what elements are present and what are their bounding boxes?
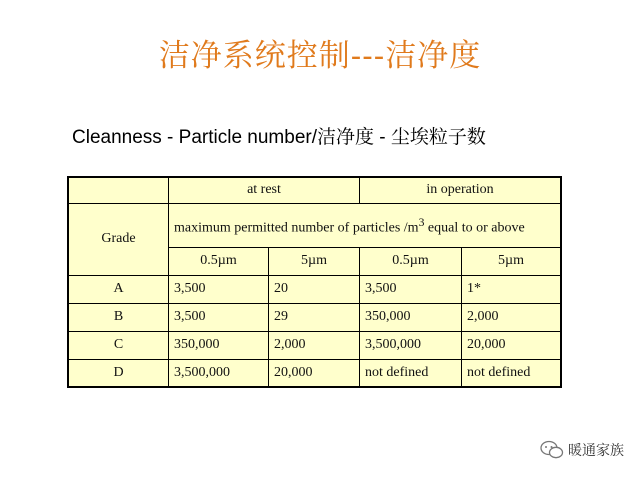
table-row	[68, 359, 561, 387]
value-cell: 3,500	[169, 275, 269, 303]
header-row	[68, 177, 561, 203]
value-cell: 3,500,000	[360, 331, 462, 359]
value-cell: 3,500,000	[169, 359, 269, 387]
size-cell: 5µm	[269, 247, 360, 275]
cleanness-table	[67, 176, 562, 388]
table-row	[68, 275, 561, 303]
size-cell: 5µm	[462, 247, 562, 275]
value-cell: 20	[269, 275, 360, 303]
value-cell: 350,000	[169, 331, 269, 359]
header-empty-cell	[68, 177, 169, 203]
grade-cell: C	[68, 331, 169, 359]
value-cell: not defined	[360, 359, 462, 387]
header-in-operation: in operation	[360, 177, 562, 203]
size-cell: 0.5µm	[169, 247, 269, 275]
grade-cell: B	[68, 303, 169, 331]
grade-cell: A	[68, 275, 169, 303]
size-cell: 0.5µm	[360, 247, 462, 275]
watermark	[540, 440, 624, 460]
description-cell	[169, 203, 562, 247]
value-cell: 29	[269, 303, 360, 331]
wechat-icon	[540, 440, 564, 460]
value-cell: 3,500	[169, 303, 269, 331]
description-sup: 3	[418, 215, 425, 229]
value-cell: 20,000	[462, 331, 562, 359]
grade-cell: D	[68, 359, 169, 387]
header-at-rest: at rest	[169, 177, 360, 203]
value-cell: 2,000	[269, 331, 360, 359]
table-row	[68, 331, 561, 359]
value-cell: 350,000	[360, 303, 462, 331]
table-row	[68, 303, 561, 331]
value-cell: not defined	[462, 359, 562, 387]
watermark-text: 暖通家族	[568, 443, 624, 459]
value-cell: 2,000	[462, 303, 562, 331]
value-cell: 20,000	[269, 359, 360, 387]
slide-title: 洁净系统控制---洁净度	[158, 38, 482, 74]
slide-subtitle: Cleanness - Particle number/洁净度 - 尘埃粒子数	[72, 127, 486, 148]
header-grade: Grade	[68, 203, 169, 275]
description-suffix: equal to or above	[424, 220, 525, 236]
value-cell: 1*	[462, 275, 562, 303]
description-row	[68, 203, 561, 247]
value-cell: 3,500	[360, 275, 462, 303]
description-prefix: maximum permitted number of particles /m	[174, 220, 419, 236]
